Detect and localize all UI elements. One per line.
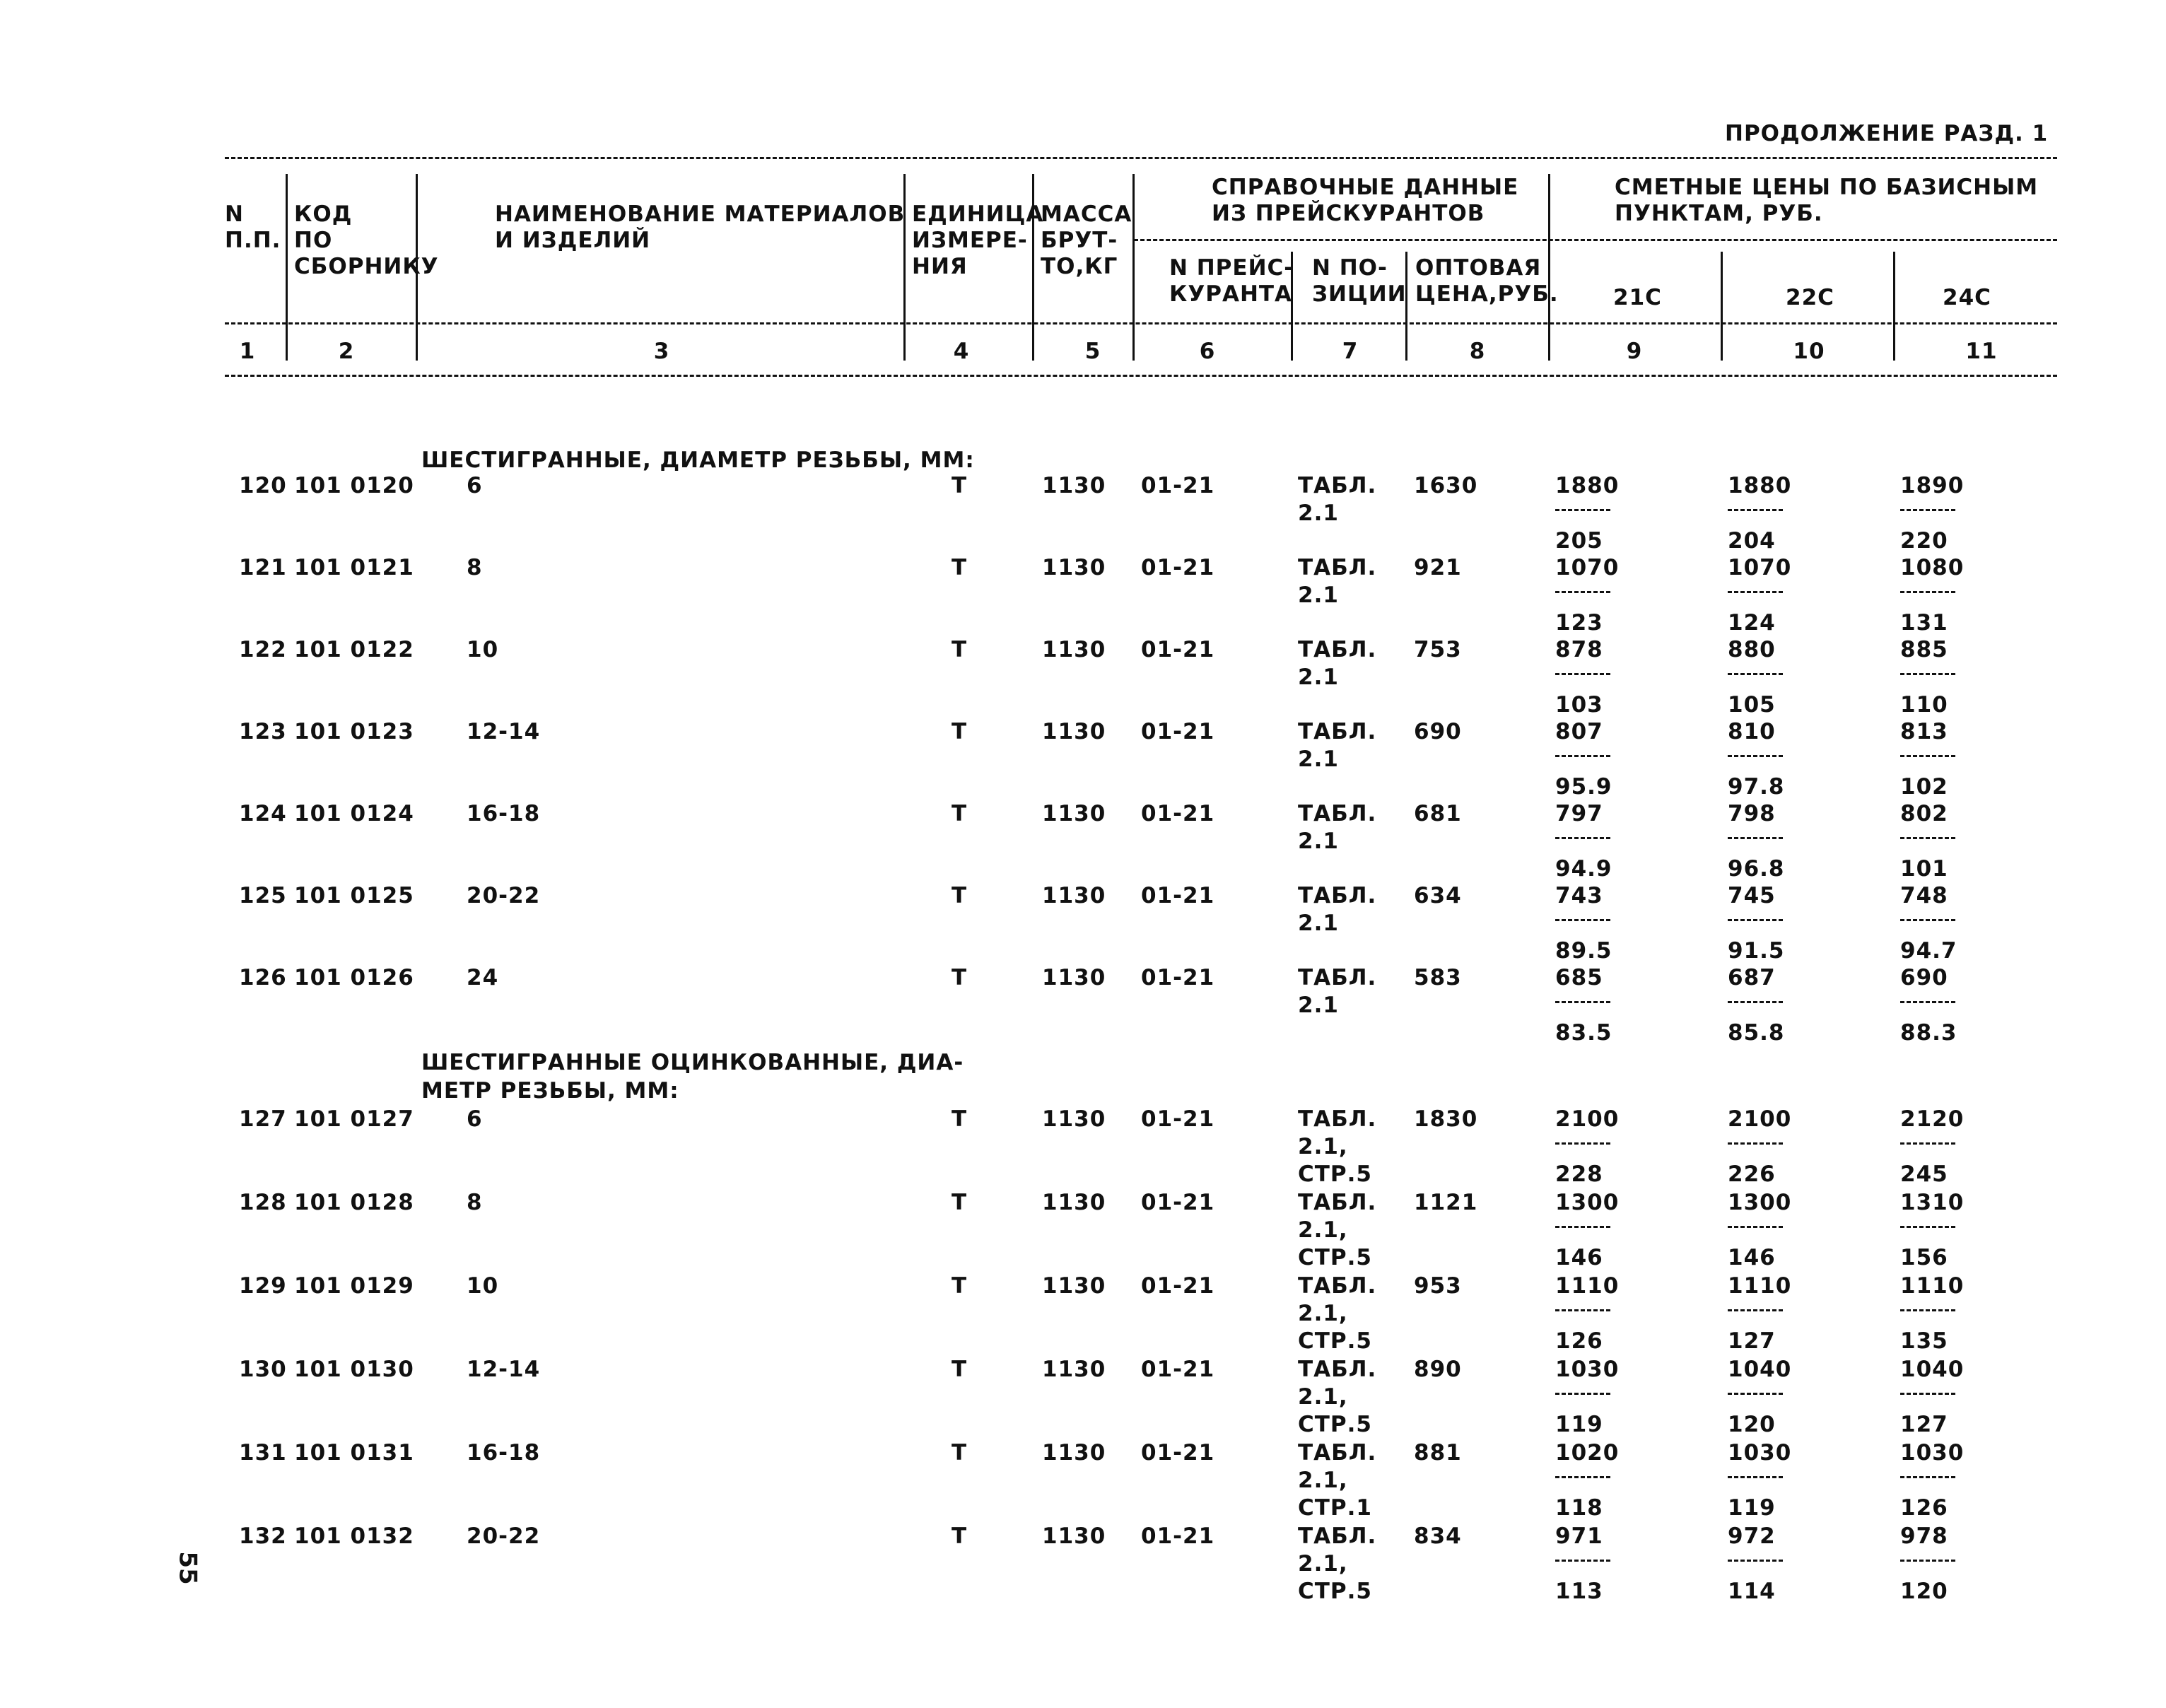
row-name: 20-22	[467, 883, 541, 908]
column-number: 8	[1469, 339, 1486, 364]
row-position: ТАБЛ.	[1298, 637, 1377, 662]
row-number: 120	[239, 473, 287, 498]
row-wholesale-price: 1830	[1414, 1106, 1478, 1132]
row-position: 2.1	[1298, 829, 1339, 854]
row-position: ТАБЛ.	[1298, 965, 1377, 990]
col11-title: 24С	[1943, 285, 1991, 310]
row-mass: 1130	[1042, 1523, 1106, 1549]
price-upper: 687	[1728, 965, 1776, 990]
price-upper: 797	[1555, 801, 1603, 826]
price-lower: 118	[1555, 1495, 1603, 1521]
price-upper: 1110	[1728, 1273, 1792, 1299]
header-rule-mid	[1134, 239, 2057, 241]
column-number: 3	[653, 339, 670, 364]
row-name: 20-22	[467, 1523, 541, 1549]
header-divider	[1893, 252, 1895, 361]
row-unit: Т	[952, 801, 968, 826]
row-position: 2.1,	[1298, 1551, 1348, 1577]
row-mass: 1130	[1042, 1106, 1106, 1132]
row-mass: 1130	[1042, 555, 1106, 580]
row-code: 101 0128	[294, 1190, 414, 1215]
price-upper: 798	[1728, 801, 1776, 826]
row-name: 12-14	[467, 719, 541, 744]
price-lower: 228	[1555, 1162, 1603, 1187]
price-lower: 94.9	[1555, 856, 1612, 882]
row-wholesale-price: 1121	[1414, 1190, 1478, 1215]
fraction-separator	[1900, 1560, 1955, 1562]
price-lower: 204	[1728, 528, 1776, 554]
col10-title: 22С	[1786, 285, 1834, 310]
fraction-separator	[1728, 919, 1783, 921]
header-rule-top	[225, 157, 2057, 159]
row-name: 8	[467, 555, 483, 580]
price-lower: 220	[1900, 528, 1948, 554]
row-mass: 1130	[1042, 1273, 1106, 1299]
price-lower: 96.8	[1728, 856, 1785, 882]
row-name: 8	[467, 1190, 483, 1215]
row-name: 6	[467, 1106, 483, 1132]
row-unit: Т	[952, 1106, 968, 1132]
row-position: СТР.5	[1298, 1579, 1372, 1604]
price-upper: 1070	[1555, 555, 1620, 580]
col2-title: КОД ПО СБОРНИКУ	[294, 201, 439, 279]
header-divider	[1132, 174, 1135, 361]
row-code: 101 0124	[294, 801, 414, 826]
row-position: СТР.5	[1298, 1412, 1372, 1437]
row-code: 101 0129	[294, 1273, 414, 1299]
fraction-separator	[1728, 837, 1783, 839]
row-number: 126	[239, 965, 287, 990]
row-position: ТАБЛ.	[1298, 555, 1377, 580]
row-mass: 1130	[1042, 883, 1106, 908]
price-lower: 97.8	[1728, 774, 1785, 800]
row-wholesale-price: 834	[1414, 1523, 1462, 1549]
col8-title: ОПТОВАЯ ЦЕНА,РУБ.	[1415, 255, 1559, 307]
fraction-separator	[1900, 1476, 1955, 1478]
reference-group-title: СПРАВОЧНЫЕ ДАННЫЕ ИЗ ПРЕЙСКУРАНТОВ	[1212, 175, 1519, 226]
fraction-separator	[1900, 1226, 1955, 1228]
row-position: ТАБЛ.	[1298, 1440, 1377, 1466]
column-number: 4	[953, 339, 970, 364]
row-position: СТР.5	[1298, 1162, 1372, 1187]
price-upper: 1020	[1555, 1440, 1620, 1466]
row-wholesale-price: 1630	[1414, 473, 1478, 498]
col3-title: НАИМЕНОВАНИЕ МАТЕРИАЛОВ И ИЗДЕЛИЙ	[495, 201, 906, 253]
fraction-separator	[1728, 1001, 1783, 1003]
row-mass: 1130	[1042, 719, 1106, 744]
row-name: 16-18	[467, 801, 541, 826]
fraction-separator	[1900, 1142, 1955, 1145]
continuation-label: ПРОДОЛЖЕНИЕ РАЗД. 1	[1725, 121, 2049, 146]
header-divider	[286, 174, 288, 361]
fraction-separator	[1555, 755, 1610, 757]
row-mass: 1130	[1042, 473, 1106, 498]
row-mass: 1130	[1042, 1190, 1106, 1215]
row-pricelist-number: 01-21	[1141, 1357, 1215, 1382]
row-position: 2.1	[1298, 501, 1339, 526]
row-unit: Т	[952, 1273, 968, 1299]
fraction-separator	[1900, 919, 1955, 921]
row-number: 125	[239, 883, 287, 908]
row-number: 127	[239, 1106, 287, 1132]
row-number: 128	[239, 1190, 287, 1215]
price-lower: 205	[1555, 528, 1603, 554]
price-upper: 1110	[1900, 1273, 1965, 1299]
row-wholesale-price: 690	[1414, 719, 1462, 744]
row-position: 2.1	[1298, 665, 1339, 690]
fraction-separator	[1728, 1142, 1783, 1145]
column-number: 6	[1199, 339, 1216, 364]
row-wholesale-price: 881	[1414, 1440, 1462, 1466]
price-lower: 94.7	[1900, 938, 1957, 964]
price-group-title: СМЕТНЫЕ ЦЕНЫ ПО БАЗИСНЫМ ПУНКТАМ, РУБ.	[1615, 175, 2039, 226]
fraction-separator	[1728, 1393, 1783, 1395]
row-unit: Т	[952, 1357, 968, 1382]
row-position: СТР.5	[1298, 1328, 1372, 1354]
price-lower: 103	[1555, 692, 1603, 718]
row-wholesale-price: 681	[1414, 801, 1462, 826]
row-pricelist-number: 01-21	[1141, 473, 1215, 498]
price-upper: 1030	[1900, 1440, 1965, 1466]
fraction-separator	[1900, 509, 1955, 511]
price-lower: 126	[1900, 1495, 1948, 1521]
row-name: 12-14	[467, 1357, 541, 1382]
price-lower: 88.3	[1900, 1020, 1957, 1046]
row-wholesale-price: 890	[1414, 1357, 1462, 1382]
fraction-separator	[1900, 1393, 1955, 1395]
price-lower: 127	[1728, 1328, 1776, 1354]
price-lower: 91.5	[1728, 938, 1785, 964]
group-heading: ШЕСТИГРАННЫЕ ОЦИНКОВАННЫЕ, ДИА- МЕТР РЕЗЬБЫ, ММ:	[421, 1050, 964, 1104]
row-number: 130	[239, 1357, 287, 1382]
fraction-separator	[1555, 837, 1610, 839]
row-number: 124	[239, 801, 287, 826]
price-lower: 146	[1728, 1245, 1776, 1270]
price-upper: 885	[1900, 637, 1948, 662]
row-pricelist-number: 01-21	[1141, 801, 1215, 826]
row-position: ТАБЛ.	[1298, 719, 1377, 744]
row-position: 2.1	[1298, 747, 1339, 772]
fraction-separator	[1555, 1226, 1610, 1228]
row-unit: Т	[952, 719, 968, 744]
col7-title: N ПО- ЗИЦИИ	[1312, 255, 1407, 307]
fraction-separator	[1555, 1476, 1610, 1478]
fraction-separator	[1555, 1001, 1610, 1003]
price-upper: 2120	[1900, 1106, 1965, 1132]
row-code: 101 0127	[294, 1106, 414, 1132]
row-wholesale-price: 953	[1414, 1273, 1462, 1299]
row-mass: 1130	[1042, 965, 1106, 990]
price-lower: 226	[1728, 1162, 1776, 1187]
row-name: 16-18	[467, 1440, 541, 1466]
row-code: 101 0132	[294, 1523, 414, 1549]
price-lower: 120	[1728, 1412, 1776, 1437]
row-unit: Т	[952, 555, 968, 580]
row-position: 2.1	[1298, 993, 1339, 1018]
row-pricelist-number: 01-21	[1141, 555, 1215, 580]
price-lower: 124	[1728, 610, 1776, 636]
column-number: 9	[1626, 339, 1643, 364]
row-code: 101 0122	[294, 637, 414, 662]
price-lower: 105	[1728, 692, 1776, 718]
row-wholesale-price: 583	[1414, 965, 1462, 990]
row-unit: Т	[952, 1190, 968, 1215]
price-upper: 813	[1900, 719, 1948, 744]
col6-title: N ПРЕЙС- КУРАНТА	[1169, 255, 1294, 307]
price-upper: 1040	[1728, 1357, 1792, 1382]
price-lower: 127	[1900, 1412, 1948, 1437]
row-pricelist-number: 01-21	[1141, 1440, 1215, 1466]
price-lower: 102	[1900, 774, 1948, 800]
row-position: ТАБЛ.	[1298, 1357, 1377, 1382]
row-pricelist-number: 01-21	[1141, 965, 1215, 990]
price-upper: 745	[1728, 883, 1776, 908]
price-upper: 978	[1900, 1523, 1948, 1549]
fraction-separator	[1555, 1393, 1610, 1395]
row-code: 101 0125	[294, 883, 414, 908]
price-lower: 119	[1555, 1412, 1603, 1437]
price-lower: 123	[1555, 610, 1603, 636]
price-upper: 1890	[1900, 473, 1965, 498]
price-lower: 245	[1900, 1162, 1948, 1187]
price-lower: 146	[1555, 1245, 1603, 1270]
price-lower: 131	[1900, 610, 1948, 636]
row-pricelist-number: 01-21	[1141, 1190, 1215, 1215]
price-lower: 113	[1555, 1579, 1603, 1604]
column-number: 2	[338, 339, 355, 364]
row-unit: Т	[952, 883, 968, 908]
col5-title: МАССА БРУТ- ТО,КГ	[1041, 201, 1132, 279]
row-code: 101 0126	[294, 965, 414, 990]
row-code: 101 0130	[294, 1357, 414, 1382]
fraction-separator	[1728, 673, 1783, 675]
row-pricelist-number: 01-21	[1141, 719, 1215, 744]
row-unit: Т	[952, 1440, 968, 1466]
price-lower: 101	[1900, 856, 1948, 882]
fraction-separator	[1900, 1001, 1955, 1003]
row-mass: 1130	[1042, 1440, 1106, 1466]
fraction-separator	[1555, 1142, 1610, 1145]
row-code: 101 0123	[294, 719, 414, 744]
price-lower: 110	[1900, 692, 1948, 718]
row-pricelist-number: 01-21	[1141, 1106, 1215, 1132]
row-unit: Т	[952, 1523, 968, 1549]
col4-title: ЕДИНИЦА ИЗМЕРЕ- НИЯ	[912, 201, 1044, 279]
row-number: 121	[239, 555, 287, 580]
price-upper: 1030	[1728, 1440, 1792, 1466]
price-upper: 2100	[1728, 1106, 1792, 1132]
row-position: 2.1,	[1298, 1134, 1348, 1159]
fraction-separator	[1555, 673, 1610, 675]
price-upper: 1110	[1555, 1273, 1620, 1299]
price-lower: 114	[1728, 1579, 1776, 1604]
column-number: 1	[239, 339, 256, 364]
row-number: 132	[239, 1523, 287, 1549]
price-upper: 2100	[1555, 1106, 1620, 1132]
row-code: 101 0121	[294, 555, 414, 580]
price-upper: 802	[1900, 801, 1948, 826]
fraction-separator	[1728, 591, 1783, 593]
price-lower: 89.5	[1555, 938, 1612, 964]
price-upper: 1070	[1728, 555, 1792, 580]
row-position: 2.1,	[1298, 1384, 1348, 1410]
price-lower: 85.8	[1728, 1020, 1785, 1046]
fraction-separator	[1555, 919, 1610, 921]
row-number: 122	[239, 637, 287, 662]
row-pricelist-number: 01-21	[1141, 1273, 1215, 1299]
price-upper: 748	[1900, 883, 1948, 908]
row-position: ТАБЛ.	[1298, 1273, 1377, 1299]
row-name: 6	[467, 473, 483, 498]
price-lower: 119	[1728, 1495, 1776, 1521]
col9-title: 21С	[1613, 285, 1662, 310]
row-position: 2.1	[1298, 911, 1339, 936]
fraction-separator	[1728, 1476, 1783, 1478]
row-mass: 1130	[1042, 1357, 1106, 1382]
fraction-separator	[1900, 1309, 1955, 1311]
fraction-separator	[1728, 509, 1783, 511]
fraction-separator	[1728, 755, 1783, 757]
header-divider	[1721, 252, 1723, 361]
price-upper: 878	[1555, 637, 1603, 662]
price-upper: 807	[1555, 719, 1603, 744]
fraction-separator	[1900, 755, 1955, 757]
fraction-separator	[1728, 1226, 1783, 1228]
price-upper: 1880	[1555, 473, 1620, 498]
col1-title: N П.П.	[225, 201, 281, 253]
price-lower: 120	[1900, 1579, 1948, 1604]
price-upper: 690	[1900, 965, 1948, 990]
price-upper: 1880	[1728, 473, 1792, 498]
row-position: 2.1,	[1298, 1468, 1348, 1493]
row-name: 10	[467, 637, 499, 662]
price-upper: 1310	[1900, 1190, 1965, 1215]
price-upper: 1080	[1900, 555, 1965, 580]
row-position: ТАБЛ.	[1298, 1190, 1377, 1215]
row-wholesale-price: 753	[1414, 637, 1462, 662]
row-pricelist-number: 01-21	[1141, 1523, 1215, 1549]
row-wholesale-price: 921	[1414, 555, 1462, 580]
column-number: 11	[1965, 339, 1998, 364]
price-upper: 743	[1555, 883, 1603, 908]
row-pricelist-number: 01-21	[1141, 637, 1215, 662]
price-upper: 972	[1728, 1523, 1776, 1549]
price-upper: 685	[1555, 965, 1603, 990]
fraction-separator	[1555, 1309, 1610, 1311]
row-code: 101 0120	[294, 473, 414, 498]
price-lower: 83.5	[1555, 1020, 1612, 1046]
group-heading: ШЕСТИГРАННЫЕ, ДИАМЕТР РЕЗЬБЫ, ММ:	[421, 448, 975, 473]
row-name: 24	[467, 965, 499, 990]
price-upper: 971	[1555, 1523, 1603, 1549]
row-number: 123	[239, 719, 287, 744]
column-number: 7	[1342, 339, 1359, 364]
fraction-separator	[1728, 1309, 1783, 1311]
fraction-separator	[1728, 1560, 1783, 1562]
row-position: СТР.5	[1298, 1245, 1372, 1270]
row-position: СТР.1	[1298, 1495, 1372, 1521]
row-wholesale-price: 634	[1414, 883, 1462, 908]
column-number: 10	[1793, 339, 1825, 364]
fraction-separator	[1555, 1560, 1610, 1562]
row-number: 131	[239, 1440, 287, 1466]
header-rule-bottom	[225, 375, 2057, 377]
price-lower: 95.9	[1555, 774, 1612, 800]
row-position: ТАБЛ.	[1298, 1523, 1377, 1549]
row-number: 129	[239, 1273, 287, 1299]
fraction-separator	[1900, 591, 1955, 593]
row-position: ТАБЛ.	[1298, 1106, 1377, 1132]
row-pricelist-number: 01-21	[1141, 883, 1215, 908]
row-position: 2.1,	[1298, 1217, 1348, 1243]
fraction-separator	[1900, 673, 1955, 675]
price-upper: 1040	[1900, 1357, 1965, 1382]
price-lower: 126	[1555, 1328, 1603, 1354]
row-position: ТАБЛ.	[1298, 473, 1377, 498]
fraction-separator	[1555, 509, 1610, 511]
price-upper: 810	[1728, 719, 1776, 744]
column-number: 5	[1084, 339, 1101, 364]
row-unit: Т	[952, 637, 968, 662]
row-mass: 1130	[1042, 801, 1106, 826]
price-upper: 1030	[1555, 1357, 1620, 1382]
header-rule-number-top	[225, 322, 2057, 324]
row-position: 2.1,	[1298, 1301, 1348, 1326]
row-name: 10	[467, 1273, 499, 1299]
row-unit: Т	[952, 473, 968, 498]
row-code: 101 0131	[294, 1440, 414, 1466]
price-lower: 156	[1900, 1245, 1948, 1270]
page-number: 55	[173, 1551, 202, 1585]
row-unit: Т	[952, 965, 968, 990]
row-position: ТАБЛ.	[1298, 883, 1377, 908]
fraction-separator	[1900, 837, 1955, 839]
fraction-separator	[1555, 591, 1610, 593]
row-mass: 1130	[1042, 637, 1106, 662]
price-lower: 135	[1900, 1328, 1948, 1354]
price-upper: 1300	[1728, 1190, 1792, 1215]
row-position: ТАБЛ.	[1298, 801, 1377, 826]
row-position: 2.1	[1298, 583, 1339, 608]
price-upper: 1300	[1555, 1190, 1620, 1215]
price-upper: 880	[1728, 637, 1776, 662]
